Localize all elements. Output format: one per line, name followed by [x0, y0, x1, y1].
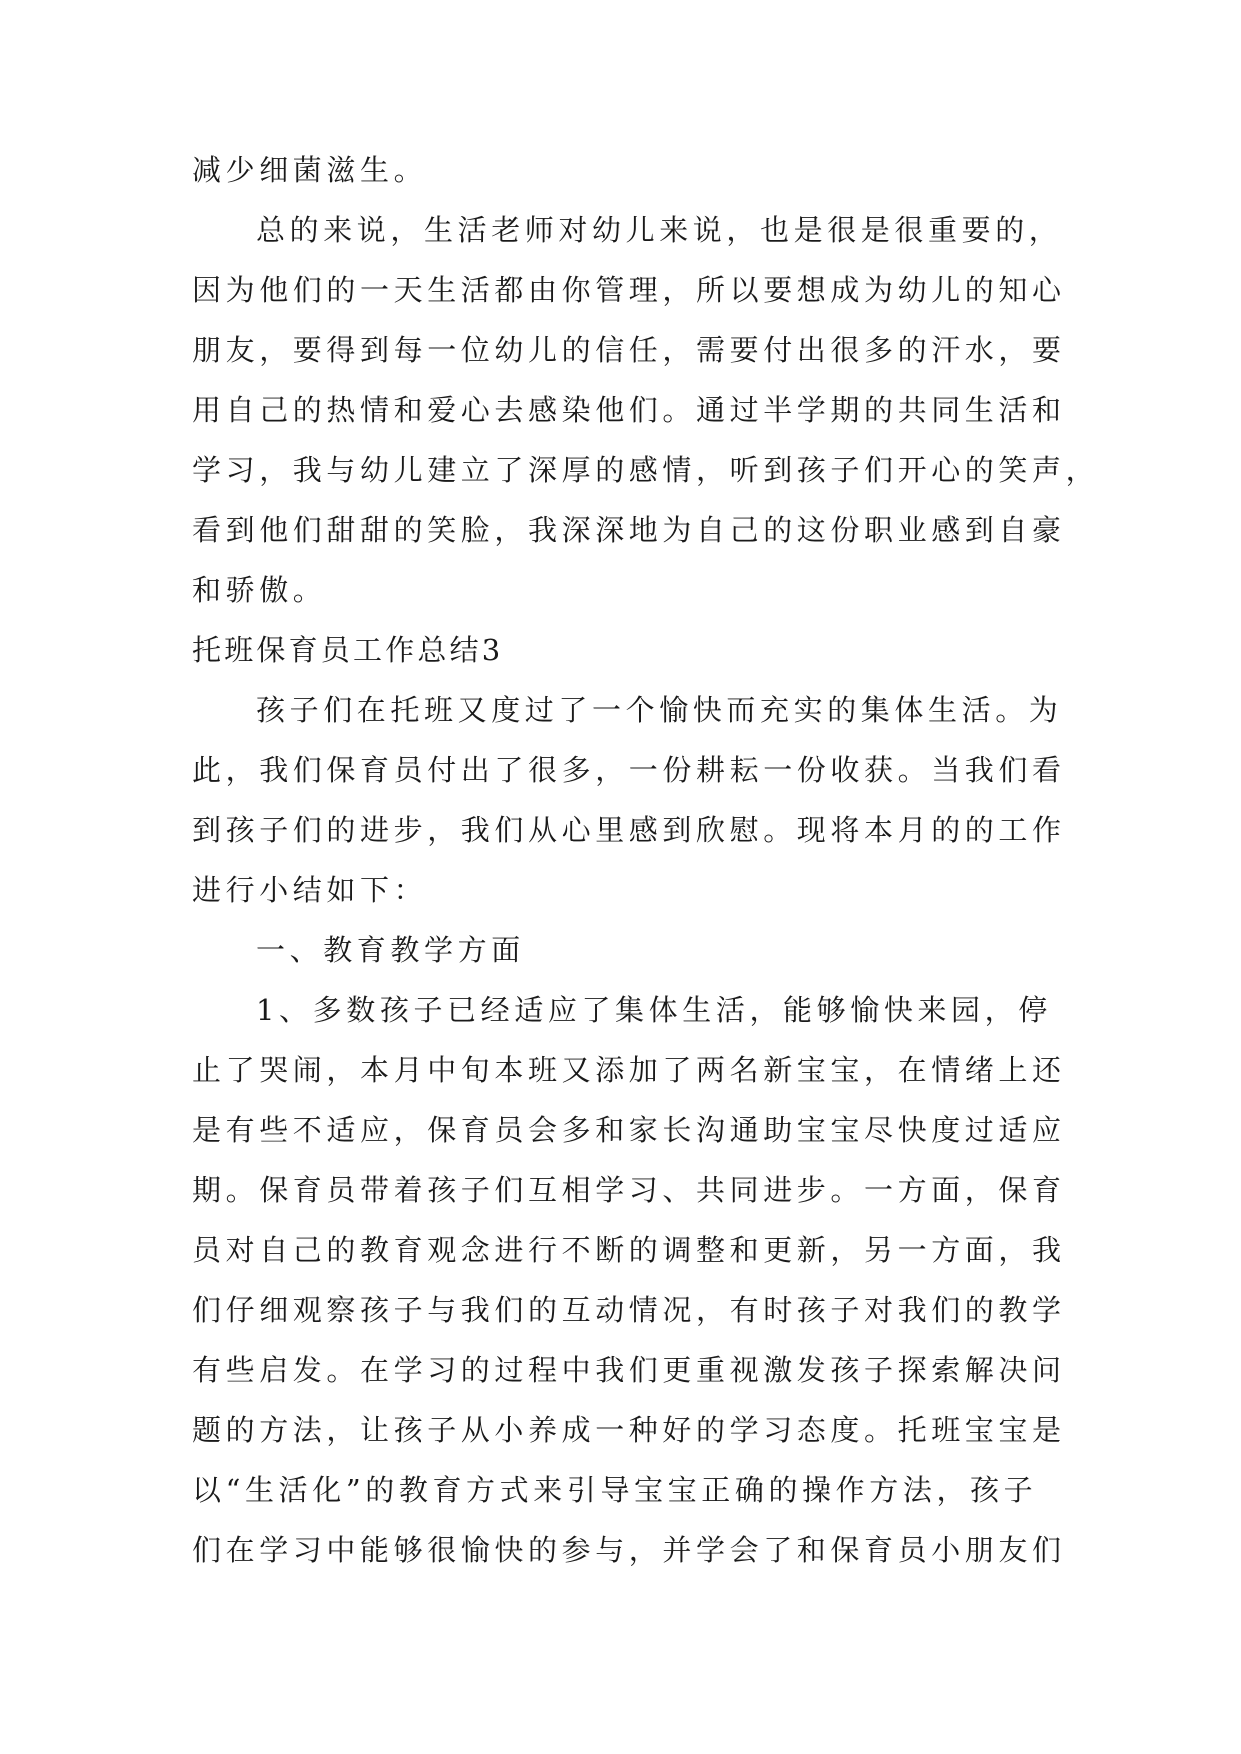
- paragraph-line: 题的方法，让孩子从小养成一种好的学习态度。托班宝宝是: [192, 1413, 1066, 1447]
- paragraph-line: 们在学习中能够很愉快的参与，并学会了和保育员小朋友们: [192, 1533, 1066, 1567]
- paragraph-line: 以“生活化”的教育方式来引导宝宝正确的操作方法，孩子: [192, 1473, 1038, 1507]
- paragraph-line: 们仔细观察孩子与我们的互动情况，有时孩子对我们的教学: [192, 1293, 1066, 1327]
- paragraph-line: 止了哭闹，本月中旬本班又添加了两名新宝宝，在情绪上还: [192, 1053, 1066, 1087]
- paragraph-line: 朋友，要得到每一位幼儿的信任，需要付出很多的汗水，要: [192, 333, 1066, 367]
- paragraph-line: 有些启发。在学习的过程中我们更重视激发孩子探索解决问: [192, 1353, 1066, 1387]
- paragraph-line: 因为他们的一天生活都由你管理，所以要想成为幼儿的知心: [192, 273, 1066, 307]
- section-heading: 托班保育员工作总结3: [192, 633, 504, 667]
- paragraph-line: 期。保育员带着孩子们互相学习、共同进步。一方面，保育: [192, 1173, 1066, 1207]
- paragraph-line: 看到他们甜甜的笑脸，我深深地为自己的这份职业感到自豪: [192, 513, 1066, 547]
- paragraph-line: 是有些不适应，保育员会多和家长沟通助宝宝尽快度过适应: [192, 1113, 1066, 1147]
- paragraph-line: 孩子们在托班又度过了一个愉快而充实的集体生活。为: [256, 693, 1063, 727]
- subsection-heading: 一、教育教学方面: [256, 933, 525, 967]
- paragraph-line: 减少细菌滋生。: [192, 153, 428, 187]
- paragraph-line: 和骄傲。: [192, 573, 327, 607]
- paragraph-line: 用自己的热情和爱心去感染他们。通过半学期的共同生活和: [192, 393, 1066, 427]
- paragraph-line: 1、多数孩子已经适应了集体生活，能够愉快来园，停: [256, 993, 1052, 1027]
- paragraph-line: 总的来说，生活老师对幼儿来说，也是很是很重要的，: [256, 213, 1063, 247]
- paragraph-line: 此，我们保育员付出了很多，一份耕耘一份收获。当我们看: [192, 753, 1066, 787]
- paragraph-line: 员对自己的教育观念进行不断的调整和更新，另一方面，我: [192, 1233, 1066, 1267]
- paragraph-line: 到孩子们的进步，我们从心里感到欣慰。现将本月的的工作: [192, 813, 1066, 847]
- paragraph-line: 学习，我与幼儿建立了深厚的感情，听到孩子们开心的笑声，: [192, 453, 1100, 487]
- paragraph-line: 进行小结如下：: [192, 873, 428, 907]
